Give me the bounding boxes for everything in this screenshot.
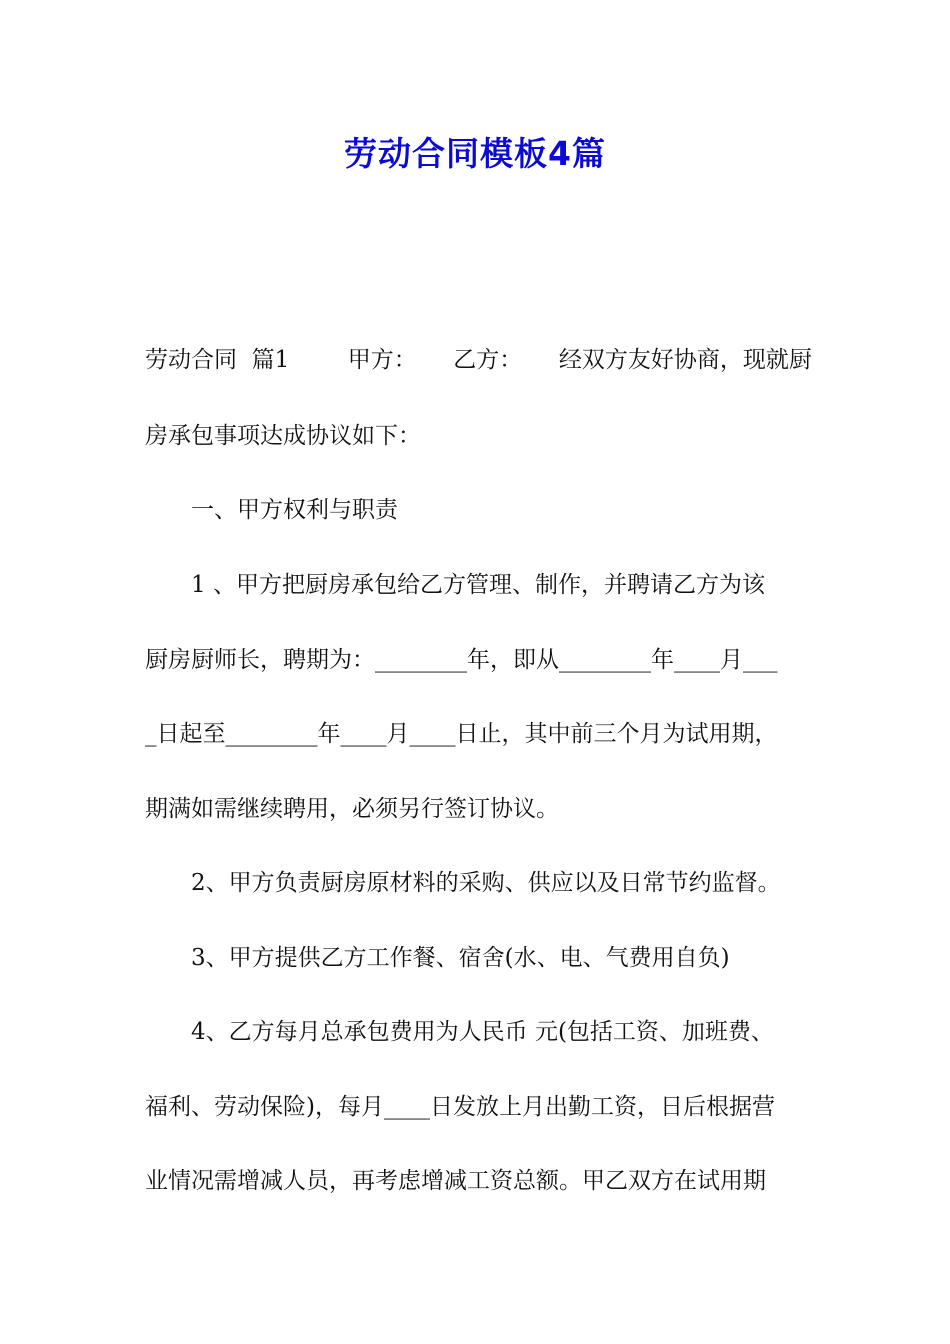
paragraph-line: 厨房厨师长，聘期为：________年，即从________年____月___ (145, 647, 778, 673)
paragraph-line: 期满如需继续聘用，必须另行签订协议。 (145, 796, 559, 822)
paragraph-line: 房承包事项达成协议如下： (145, 423, 421, 449)
paragraph-line: 2、甲方负责厨房原材料的采购、供应以及日常节约监督。 (191, 870, 781, 896)
paragraph-line: 劳动合同 篇1 甲方： 乙方： 经双方友好协商，现就厨 (145, 347, 812, 373)
paragraph-line: 1 、甲方把厨房承包给乙方管理、制作，并聘请乙方为该 (191, 572, 765, 598)
paragraph-line: 业情况需增减人员，再考虑增减工资总额。甲乙双方在试用期 (145, 1168, 766, 1194)
paragraph-line: 3、甲方提供乙方工作餐、宿舍(水、电、气费用自负) (191, 945, 730, 971)
section-heading: 一、甲方权利与职责 (191, 497, 398, 523)
document-title: 劳动合同模板4篇 (344, 134, 606, 173)
paragraph-line: _日起至________年____月____日止，其中前三个月为试用期， (145, 721, 778, 747)
paragraph-line: 福利、劳动保险)，每月____日发放上月出勤工资，日后根据营 (145, 1094, 775, 1120)
paragraph-line: 4、乙方每月总承包费用为人民币 元(包括工资、加班费、 (191, 1019, 774, 1045)
